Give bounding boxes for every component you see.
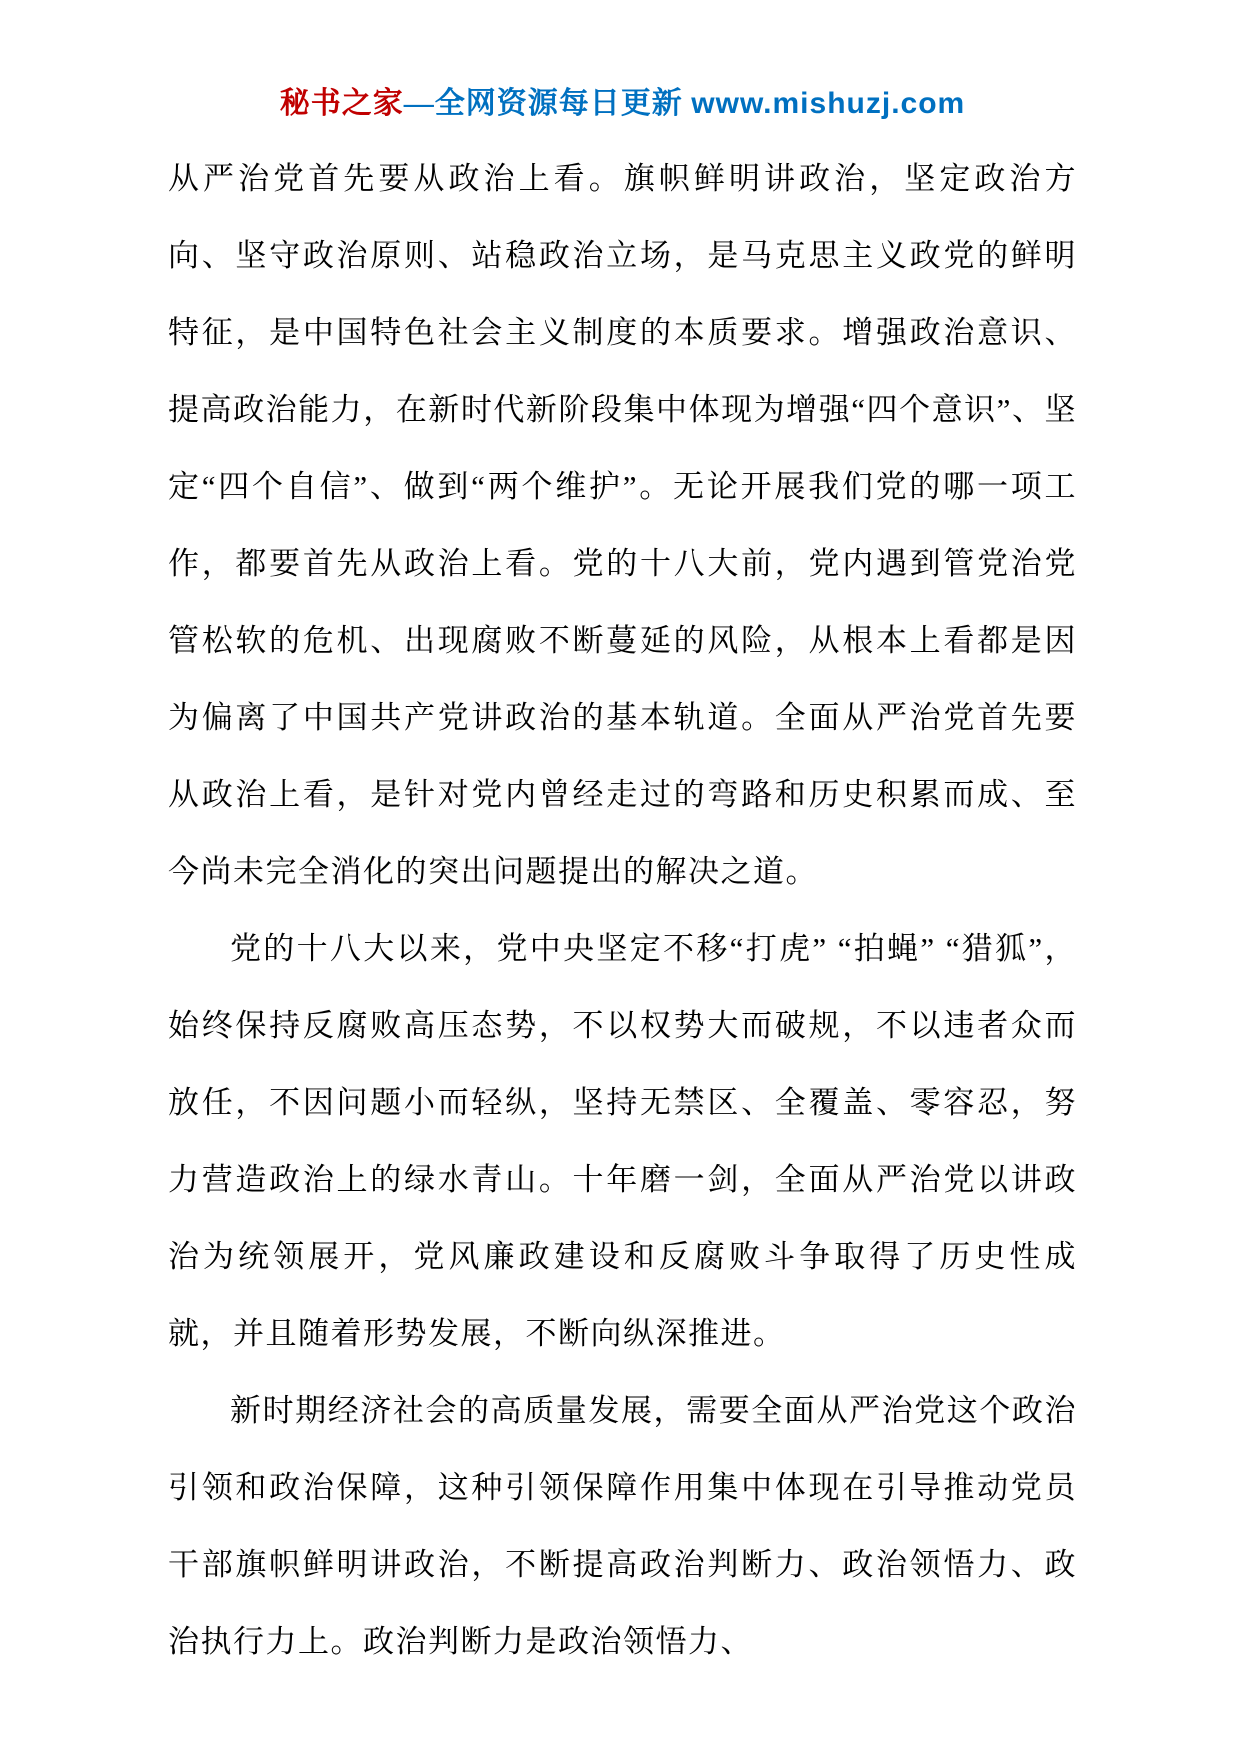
page-header [168, 78, 1077, 122]
site-name: 秘书之家 [279, 87, 404, 120]
site-url-link[interactable]: www.mishuzj.com [691, 87, 966, 120]
paragraph: 党的十八大以来，党中央坚定不移“打虎” “拍蝇” “猎狐”，始终保持反腐败高压态势，不以权势大而破规，不以违者众而放任，不因问题小而轻纵，坚持无禁区、全覆盖、零容忍，努力营造政治上的绿水青山。十年磨一剑，全面从严治党以讲政治为统领展开，党风廉政建设和反腐败斗争取得了历史性成就，并且随着形势发展，不断向纵深推进。 [168, 931, 1077, 1351]
paragraph: 新时期经济社会的高质量发展，需要全面从严治党这个政治引领和政治保障，这种引领保障作用集中体现在引导推动党员干部旗帜鲜明讲政治，不断提高政治判断力、政治领悟力、政治执行力上。政治判断力是政治领悟力、 [168, 1393, 1077, 1659]
paragraph: 从严治党首先要从政治上看。旗帜鲜明讲政治，坚定政治方向、坚守政治原则、站稳政治立场，是马克思主义政党的鲜明特征，是中国特色社会主义制度的本质要求。增强政治意识、提高政治能力，在新时代新阶段集中体现为增强“四个意识”、坚定“四个自信”、做到“两个维护”。无论开展我们党的哪一项工作，都要首先从政治上看。党的十八大前，党内遇到管党治党管松软的危机、出现腐败不断蔓延的风险，从根本上看都是因为偏离了中国共产党讲政治的基本轨道。全面从严治党首先要从政治上看，是针对党内曾经走过的弯路和历史积累而成、至今尚未完全消化的突出问题提出的解决之道。 [168, 161, 1077, 889]
header-tagline: —全网资源每日更新 [403, 87, 692, 120]
document-body [168, 140, 1077, 1680]
